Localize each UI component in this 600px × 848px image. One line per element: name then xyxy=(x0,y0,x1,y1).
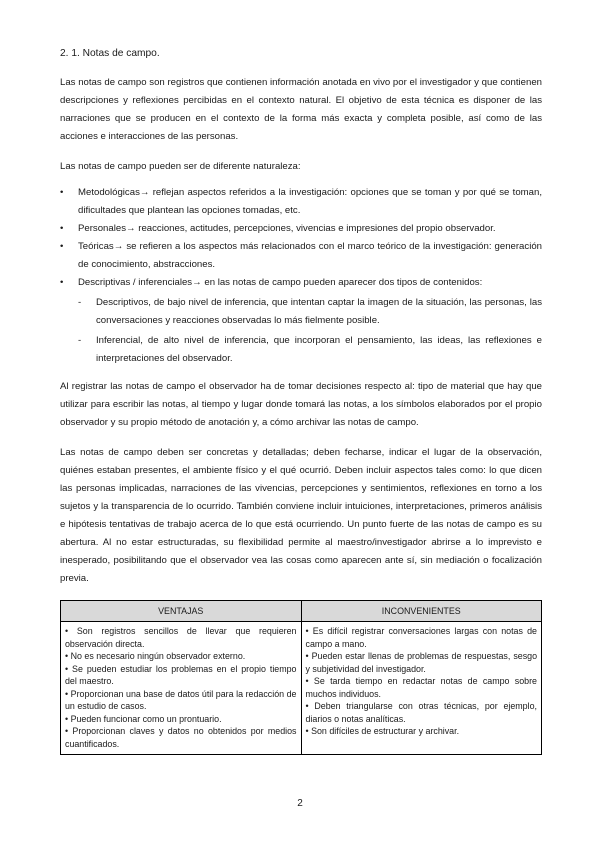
bullet-icon: • xyxy=(60,187,64,198)
details-paragraph: Las notas de campo deben ser concretas y detalladas; deben fecharse, indicar el lugar de la observación, quiénes estaban presentes, el ambiente físico y el qué ocurrió. Deben incluir aspectos tales como: lo que dicen las personas implicadas, narraciones de las vivencias, percepciones y sentimientos, reflexiones en torno a los sujetos y la transparencia de lo ocurrido. También conviene incluir intuiciones, interpretaciones, primeros análisis e hipótesis tentativas de trabajo acerca de lo que está ocurriendo. Un punto fuerte de las notas de campo es su abertura. Al no estar estructuradas, su flexibilidad permite al maestro/investigador abrirse a lo imprevisto e inesperado, posibilitando que el observador vea las cosas como aparecen ante sí, sin mediación o focalización previa. xyxy=(60,447,542,584)
dash-icon: - xyxy=(78,297,82,308)
types-list xyxy=(60,184,542,368)
header-ventajas: VENTAJAS xyxy=(61,601,302,622)
sub-list-item: - Descriptivos, de bajo nivel de inferencia, que intentan captar la imagen de la situación, las personas, las conversaciones y reacciones observadas lo más fielmente posible. xyxy=(78,294,542,330)
page-number: 2 xyxy=(297,798,303,809)
bullet-icon: • xyxy=(60,241,64,252)
ventaja-item: • Proporcionan claves y datos no obtenidos por medios cuantificados. xyxy=(65,726,297,749)
list-item: • Personales→ reacciones, actitudes, percepciones, vivencias e impresiones del propio observador. xyxy=(60,220,542,238)
document-page xyxy=(60,48,542,755)
pros-cons-table xyxy=(60,600,542,755)
dash-icon: - xyxy=(78,335,82,346)
sub-list-item: - Inferencial, de alto nivel de inferencia, que incorporan el pensamiento, las ideas, las reflexiones e interpretaciones del observador. xyxy=(78,332,542,368)
ventaja-item: • Pueden funcionar como un prontuario. xyxy=(65,713,222,724)
intro-paragraph: Las notas de campo son registros que contienen información anotada en vivo por el investigador y que contienen descripciones y reflexiones percibidas en el contexto natural. El objetivo de esta técnica es disponer de las narraciones que se producen en el contexto de la forma más exacta y completa posible, así como de las acciones e interacciones de las personas. xyxy=(60,77,542,142)
ventaja-item: • Son registros sencillos de llevar que requieren observación directa. xyxy=(65,626,297,649)
list-item: • Teóricas→ se refieren a los aspectos más relacionados con el marco teórico de la investigación: generación de conocimiento, abstracciones. xyxy=(60,238,542,274)
inconveniente-item: • Son difíciles de estructurar y archivar. xyxy=(305,726,460,736)
bullet-icon: • xyxy=(60,223,64,234)
list-item: • Descriptivas / inferenciales→ en las notas de campo pueden aparecer dos tipos de contenidos: - Descriptivos, de bajo nivel de inferencia, que intentan captar la imagen de la situación, las personas, las conversaciones y reacciones observadas lo más fielmente posible. - Inferencial, de alto nivel de inferencia, que incorporan el pensamiento, las ideas, las reflexiones e interpretaciones del observador. xyxy=(60,274,542,368)
inconveniente-item: • Deben triangularse con otras técnicas, por ejemplo, diarios o notas analíticas. xyxy=(305,701,537,724)
inconveniente-item: • Es difícil registrar conversaciones largas con notas de campo a mano. xyxy=(305,626,537,649)
ventaja-item: • Se pueden estudiar los problemas en el propio tiempo del maestro. xyxy=(65,663,297,686)
content-types-sublist xyxy=(78,294,542,368)
section-heading: 2. 1. Notas de campo. xyxy=(60,48,160,59)
ventaja-item: • Proporcionan una base de datos útil para la redacción de un estudio de casos. xyxy=(65,688,297,711)
ventajas-cell xyxy=(61,622,302,755)
list-item: • Metodológicas→ reflejan aspectos referidos a la investigación: opciones que se toman y por qué se toman, dificultades que plantean las opciones tomadas, etc. xyxy=(60,184,542,220)
bullet-icon: • xyxy=(60,277,64,288)
types-intro-paragraph: Las notas de campo pueden ser de diferente naturaleza: xyxy=(60,161,301,172)
inconveniente-item: • Se tarda tiempo en redactar notas de campo sobre muchos individuos. xyxy=(305,676,537,699)
inconveniente-item: • Pueden estar llenas de problemas de respuestas, sesgo y subjetividad del investigador. xyxy=(305,651,537,674)
decisions-paragraph: Al registrar las notas de campo el observador ha de tomar decisiones respecto al: tipo de material que hay que utilizar para escribir las notas, al tiempo y lugar donde tomará las notas, a los símbolos elaborados por el propio observador y su propio método de anotación y, a cómo archivar las notas de campo. xyxy=(60,381,542,428)
inconvenientes-cell xyxy=(301,622,542,755)
header-inconvenientes: INCONVENIENTES xyxy=(301,601,542,622)
ventaja-item: • No es necesario ningún observador externo. xyxy=(65,651,246,661)
